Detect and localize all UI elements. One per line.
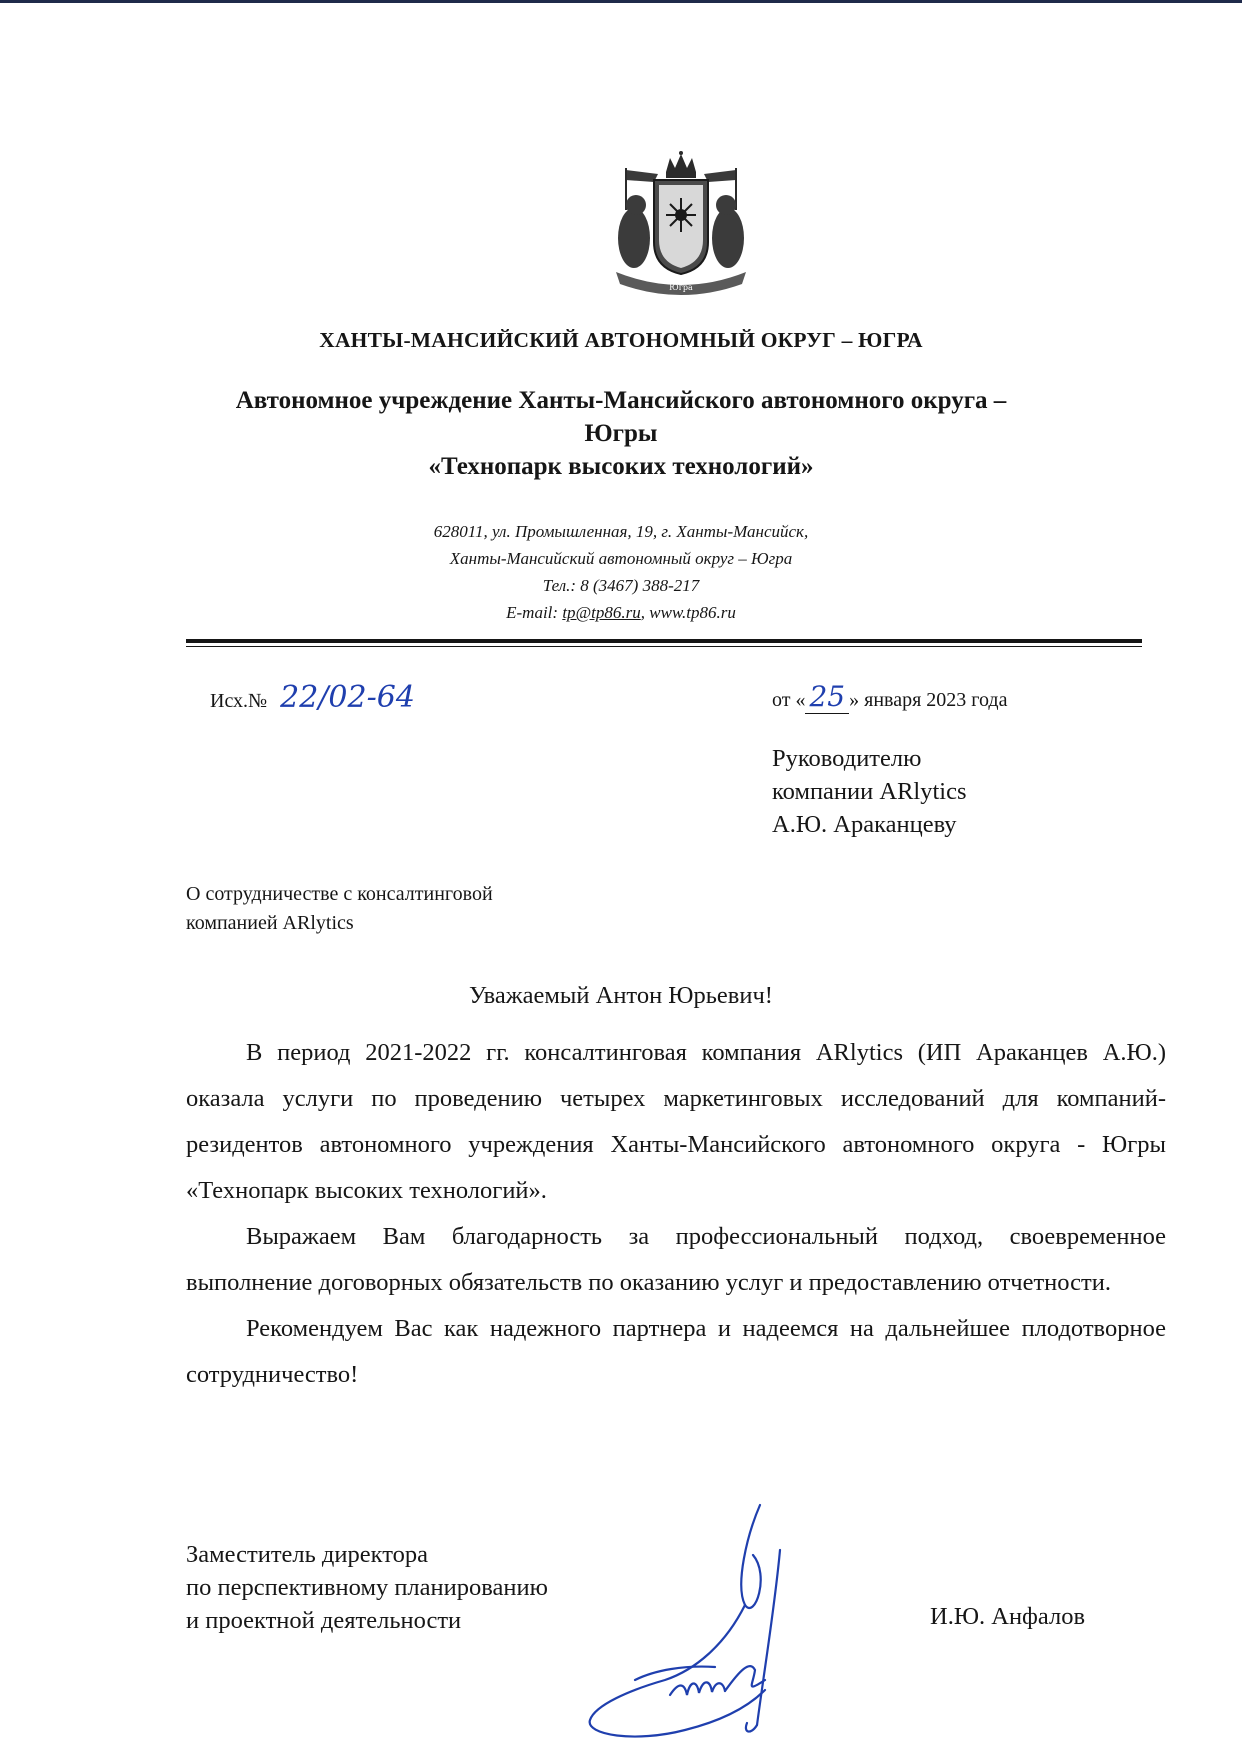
outgoing-number-label: Исх.№	[210, 690, 268, 712]
body-paragraph-3: Рекомендуем Вас как надежного партнера и надеемся на дальнейшее плодотворное сотрудничество!	[186, 1315, 1166, 1388]
header-divider-thick	[186, 639, 1142, 643]
letter-date	[772, 680, 1007, 713]
crest-motto: Югра	[669, 283, 693, 292]
outgoing-number	[210, 680, 415, 715]
address-line2: Ханты-Мансийский автономный округ – Югра	[449, 549, 793, 568]
letter-subject	[186, 880, 493, 938]
addressee-block	[772, 742, 967, 841]
letter-body	[186, 1030, 1166, 1398]
organization-name-line1: Автономное учреждение Ханты-Мансийского автономного округа –	[235, 387, 1007, 414]
body-paragraph-2: Выражаем Вам благодарность за профессиональный подход, своевременное выполнение договорных обязательств по оказанию услуг и предоставлению отчетности.	[186, 1223, 1166, 1296]
email-separator: ,	[640, 603, 646, 622]
date-suffix: » января 2023 года	[849, 689, 1008, 711]
region-title: ХАНТЫ-МАНСИЙСКИЙ АВТОНОМНЫЙ ОКРУГ – ЮГРА	[319, 328, 923, 352]
organization-name-line3: «Технопарк высоких технологий»	[428, 453, 814, 480]
body-paragraph-1: В период 2021-2022 гг. консалтинговая компания ARlytics (ИП Араканцев А.Ю.) оказала услуги по проведению четырех маркетинговых исследований для компаний-резидентов автономного учреждения Ханты-Мансийского автономного округа - Югры «Технопарк высоких технологий».	[186, 1039, 1166, 1204]
addressee-line1: Руководителю	[772, 745, 922, 772]
date-prefix: от «	[772, 689, 806, 711]
email-link[interactable]: tp@tp86.ru	[562, 603, 641, 622]
outgoing-number-handwritten: 22/02-64	[280, 680, 415, 715]
addressee-line2: компании ARlytics	[772, 778, 967, 805]
handwritten-signature	[575, 1495, 875, 1750]
website-link[interactable]: www.tp86.ru	[649, 603, 736, 622]
salutation: Уважаемый Антон Юрьевич!	[469, 982, 773, 1009]
header-divider-thin	[186, 646, 1142, 647]
email-line	[0, 599, 1242, 626]
organization-contacts	[0, 518, 1242, 626]
scan-top-edge	[0, 0, 1242, 3]
coat-of-arms-emblem	[596, 150, 766, 300]
subject-line2: компанией ARlytics	[186, 912, 354, 934]
signatory-name: И.Ю. Анфалов	[930, 1603, 1086, 1630]
organization-name-line2: Югры	[584, 420, 658, 447]
organization-name	[0, 384, 1242, 483]
addressee-line3: А.Ю. Араканцеву	[772, 811, 957, 838]
position-line2: по перспективному планированию	[186, 1574, 548, 1601]
subject-line1: О сотрудничестве с консалтинговой	[186, 883, 493, 905]
address-line1: 628011, ул. Промышленная, 19, г. Ханты-Мансийск,	[433, 522, 809, 541]
position-line3: и проектной деятельности	[186, 1607, 462, 1634]
date-day-handwritten: 25	[805, 680, 849, 714]
position-line1: Заместитель директора	[186, 1541, 428, 1568]
email-label: E-mail:	[506, 603, 559, 622]
signatory-position	[186, 1538, 548, 1637]
phone: Тел.: 8 (3467) 388-217	[542, 576, 700, 595]
